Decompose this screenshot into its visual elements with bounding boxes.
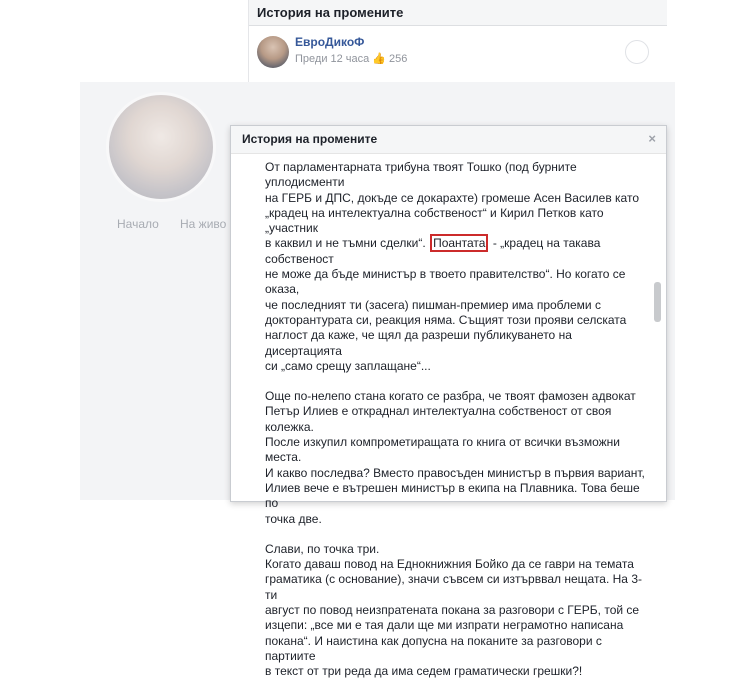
profile-picture	[106, 92, 216, 202]
post-meta	[295, 52, 407, 65]
dialog-content	[265, 160, 647, 679]
author-name[interactable]: ЕвроДикоФ	[295, 35, 365, 49]
paragraph-3: Слави, по точка три. Когато даваш повод на Еднокнижния Бойко да се гаври на темата граматика (с основание), значи съвсем си изтърввал нещата. На 3-ти август по повод неизпратената покана за разговори с ГЕРБ, той се изцепи: „все ми е тая дали ще ми изпрати неграмотно написана покана“. И наистина как допусна на поканите за разговори с партиите в текст от три реда да има седем граматически грешки?!	[265, 541, 642, 679]
background-nav	[80, 206, 240, 240]
scrollbar-thumb[interactable]	[654, 282, 661, 322]
nav-item-home[interactable]: Начало	[117, 217, 159, 231]
paragraph-1-part-b: - „крадец на такава собственост не може да бъде министър в твоето правителство“. Но когато се оказа, че последният ти (засега) пишман-премиер има проблеми с докторантурата си, реакция няма. Същият този прояви селската наглост да каже, че щял да разреши публикуването на дисертацията си „само срещу заплащане“...	[265, 236, 627, 373]
thumbs-up-icon: 👍	[372, 53, 386, 65]
dialog-title: История на промените	[242, 132, 378, 146]
highlighted-word: Поантата	[430, 234, 488, 252]
paragraph-1-part-a: От парламентарната трибуна твоят Тошко (под бурните уплодисменти на ГЕРБ и ДПС, докъде се докарахте) громеше Асен Василев като „крадец на интелектуална собственост“ и Кирил Петков като „участник в каквил и не тъмни сделки“.	[265, 160, 640, 251]
post-header	[249, 26, 667, 82]
close-icon[interactable]: ×	[648, 131, 656, 146]
like-count[interactable]: 256	[388, 52, 408, 65]
nav-item-live[interactable]: На живо	[180, 217, 227, 231]
dialog-header	[231, 126, 666, 154]
edit-history-dialog	[230, 125, 667, 679]
paragraph-1	[265, 160, 647, 374]
post-time[interactable]: Преди 12 часа	[295, 52, 370, 65]
top-history-panel	[248, 0, 667, 82]
top-panel-title: История на промените	[249, 0, 667, 26]
author-avatar[interactable]	[257, 36, 289, 68]
paragraph-2: Още по-нелепо стана когато се разбра, че твоят фамозен адвокат Петър Илиев е откраднал интелектуална собственост от своя колежка. После изкупил компрометиращата го книга от всички възможни места. И какво последва? Вместо правосъден министър в първия вариант, Илиев вече е вътрешен министър в екипа на Плавника. Това беше по точка две.	[265, 389, 645, 526]
options-circle-button[interactable]	[625, 40, 649, 64]
